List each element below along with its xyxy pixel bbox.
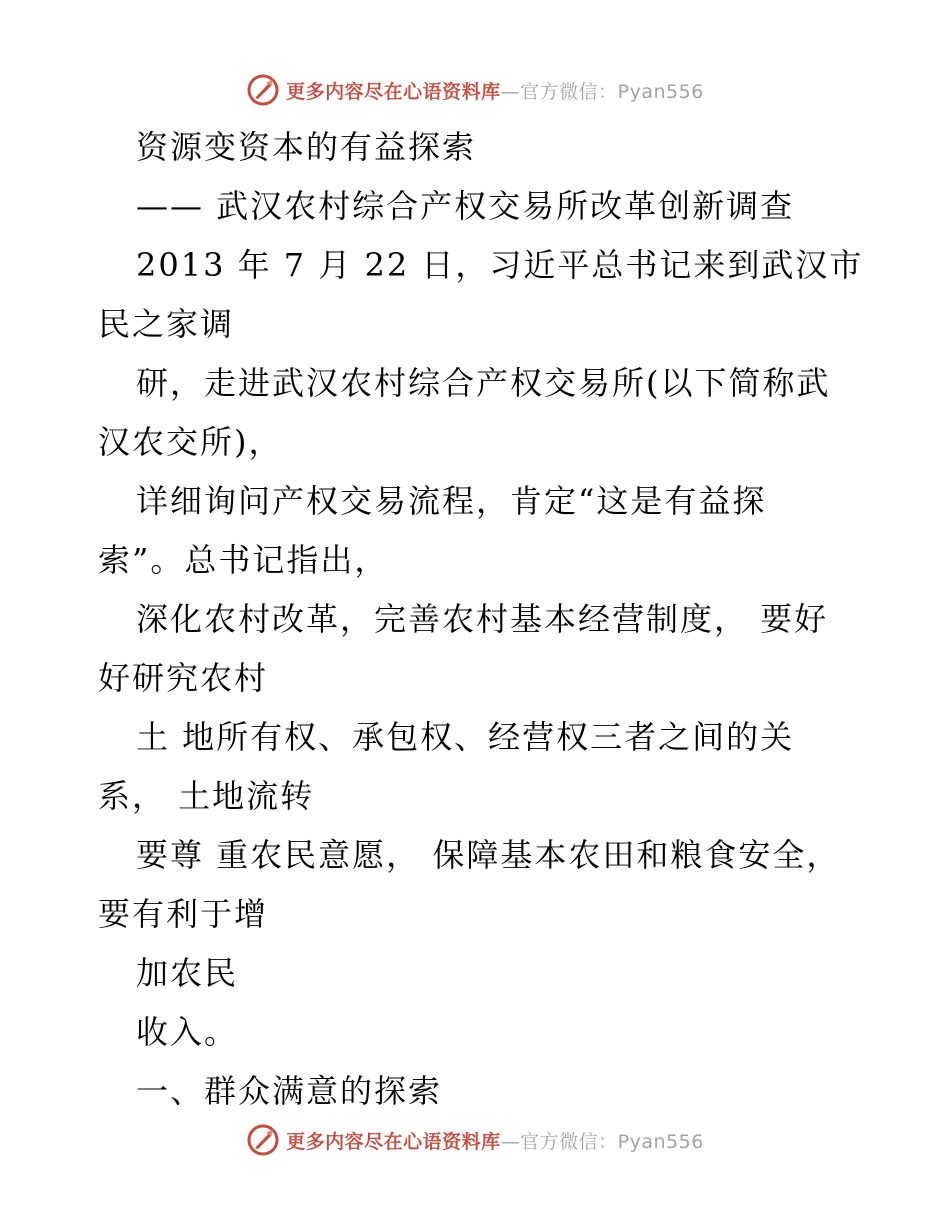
doc-line: 详细询问产权交易流程，肯定“这是有益探 bbox=[136, 482, 767, 520]
watermark-brand: 更多内容尽在心语资料库 bbox=[286, 80, 501, 103]
watermark-suffix: 官方微信：Pyan556 bbox=[520, 1130, 704, 1153]
doc-line: —— 武汉农村综合产权交易所改革创新调查 bbox=[136, 187, 795, 225]
doc-line: 收入。 bbox=[136, 1013, 239, 1051]
doc-line: 索”。总书记指出， bbox=[98, 541, 389, 579]
doc-line: 研，走进武汉农村综合产权交易所(以下简称武 bbox=[136, 364, 831, 402]
watermark-text bbox=[286, 1127, 704, 1154]
doc-line: 资源变资本的有益探索 bbox=[136, 128, 477, 166]
doc-line: 要有利于增 bbox=[98, 895, 269, 933]
watermark-suffix: 官方微信：Pyan556 bbox=[520, 80, 704, 103]
doc-line: 加农民 bbox=[136, 954, 239, 992]
doc-line: 系， 土地流转 bbox=[98, 777, 315, 815]
doc-line: 一、群众满意的探索 bbox=[136, 1072, 443, 1110]
doc-line: 民之家调 bbox=[98, 305, 235, 343]
doc-line: 深化农村改革，完善农村基本经营制度， 要好 bbox=[136, 600, 829, 638]
doc-line: 好研究农村 bbox=[98, 659, 269, 697]
doc-line: 2013 年 7 月 22 日，习近平总书记来到武汉市 bbox=[136, 246, 864, 284]
watermark-separator: — bbox=[500, 1130, 521, 1153]
document-body bbox=[98, 118, 864, 1121]
watermark-separator: — bbox=[500, 80, 521, 103]
doc-line: 土 地所有权、承包权、经营权三者之间的关 bbox=[136, 718, 795, 756]
doc-line: 汉农交所)， bbox=[98, 423, 283, 461]
quill-logo-icon bbox=[246, 1123, 280, 1157]
doc-line: 要尊 重农民意愿， 保障基本农田和粮食安全， bbox=[136, 836, 841, 874]
header-watermark bbox=[0, 70, 950, 110]
footer-watermark bbox=[0, 1120, 950, 1160]
quill-logo-icon bbox=[246, 73, 280, 107]
watermark-brand: 更多内容尽在心语资料库 bbox=[286, 1130, 501, 1153]
watermark-text bbox=[286, 77, 704, 104]
